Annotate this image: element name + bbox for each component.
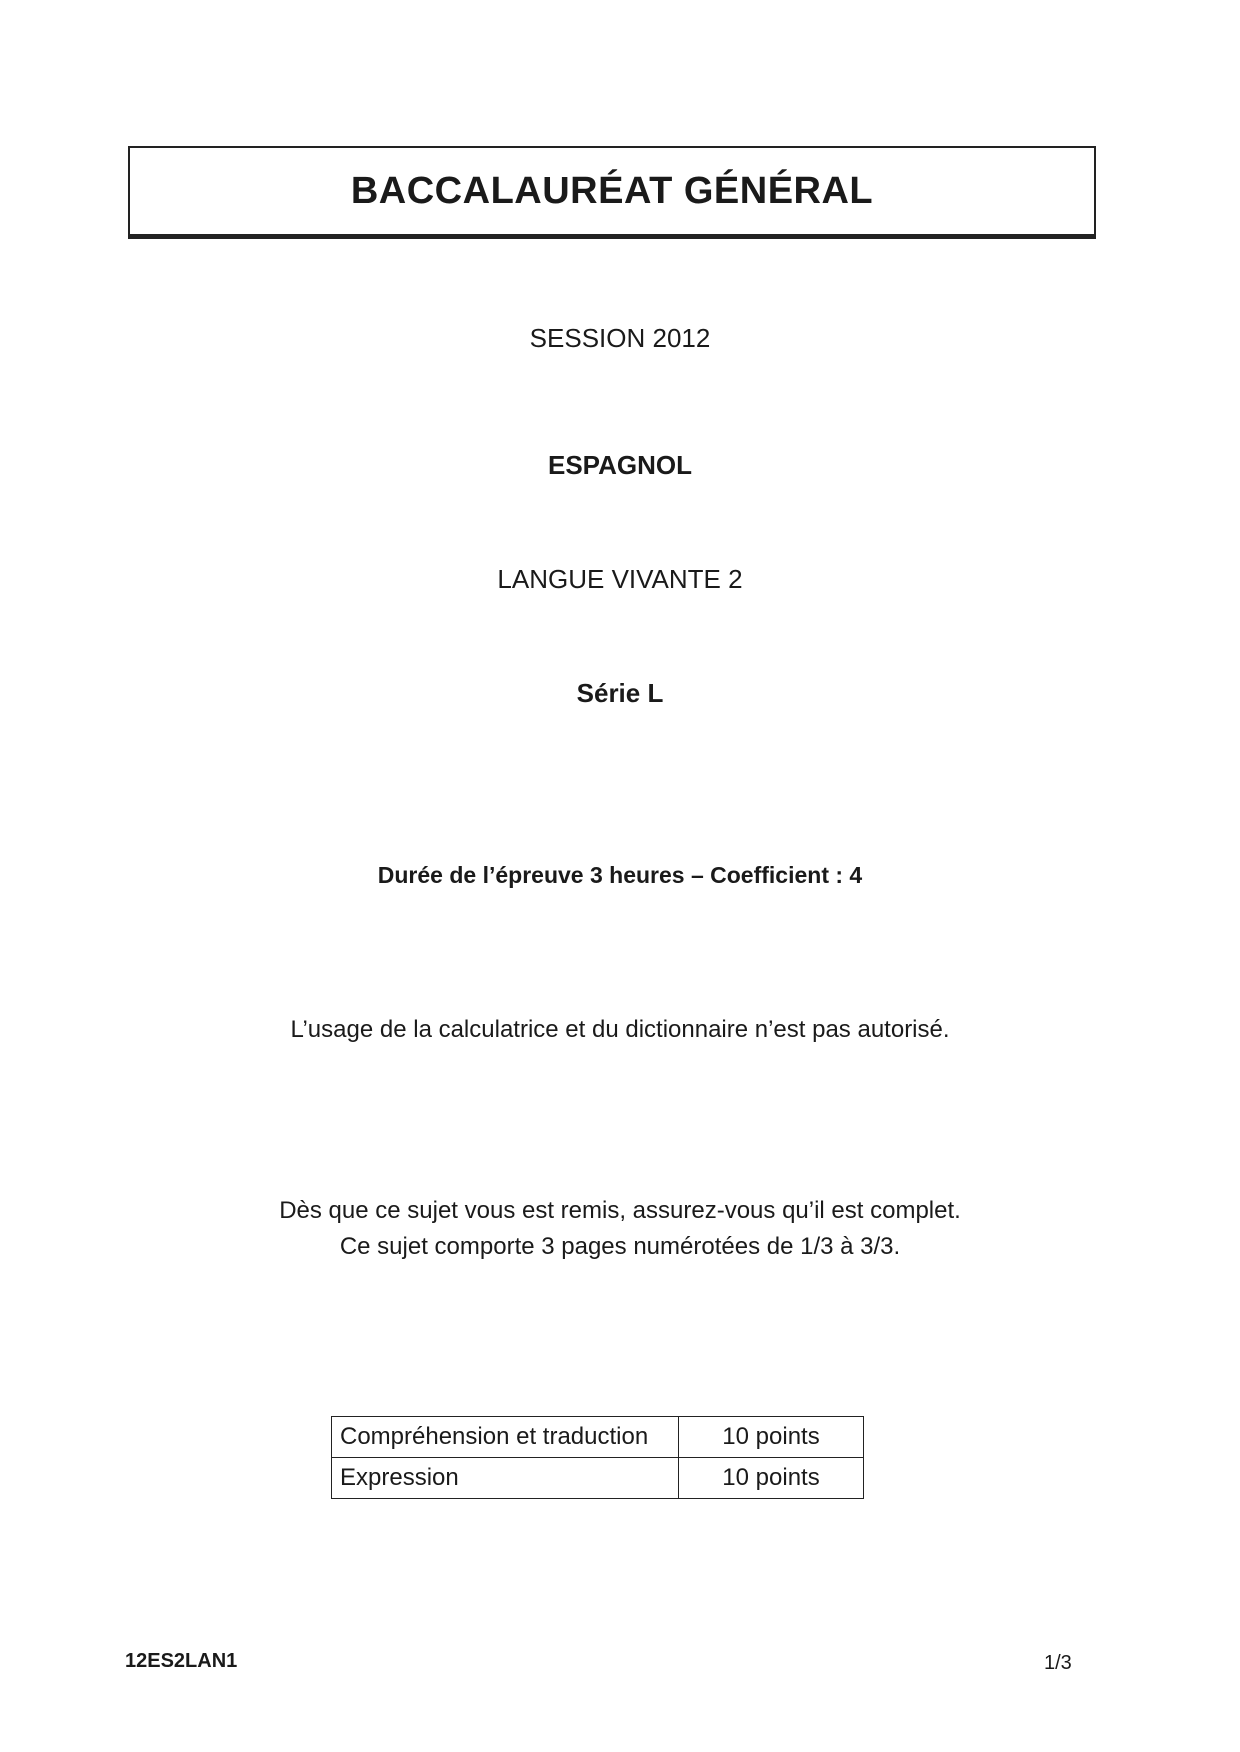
series-label: Série L	[576, 678, 664, 708]
page-number: 1/3	[1044, 1652, 1072, 1674]
section-cell: Expression	[332, 1458, 679, 1499]
instruction-line: Ce sujet comporte 3 pages numérotées de 1/3 à 3/3.	[339, 1233, 901, 1260]
instruction-line: Dès que ce sujet vous est remis, assurez-vous qu’il est complet.	[279, 1197, 961, 1224]
language-level-label: LANGUE VIVANTE 2	[497, 564, 743, 594]
exam-title: BACCALAURÉAT GÉNÉRAL	[350, 169, 874, 212]
score-table	[331, 1416, 864, 1499]
title-box	[128, 146, 1096, 236]
points-cell: 10 points	[679, 1417, 864, 1458]
points-cell: 10 points	[679, 1458, 864, 1499]
session-label: SESSION 2012	[529, 323, 711, 353]
usage-note: L’usage de la calculatrice et du dictionnaire n’est pas autorisé.	[290, 1016, 950, 1043]
section-cell: Compréhension et traduction	[332, 1417, 679, 1458]
table-row	[332, 1458, 864, 1499]
subject-code: 12ES2LAN1	[125, 1650, 238, 1672]
duration-label: Durée de l’épreuve 3 heures – Coefficient : 4	[377, 862, 863, 888]
table-row	[332, 1417, 864, 1458]
subject-label: ESPAGNOL	[548, 450, 692, 480]
